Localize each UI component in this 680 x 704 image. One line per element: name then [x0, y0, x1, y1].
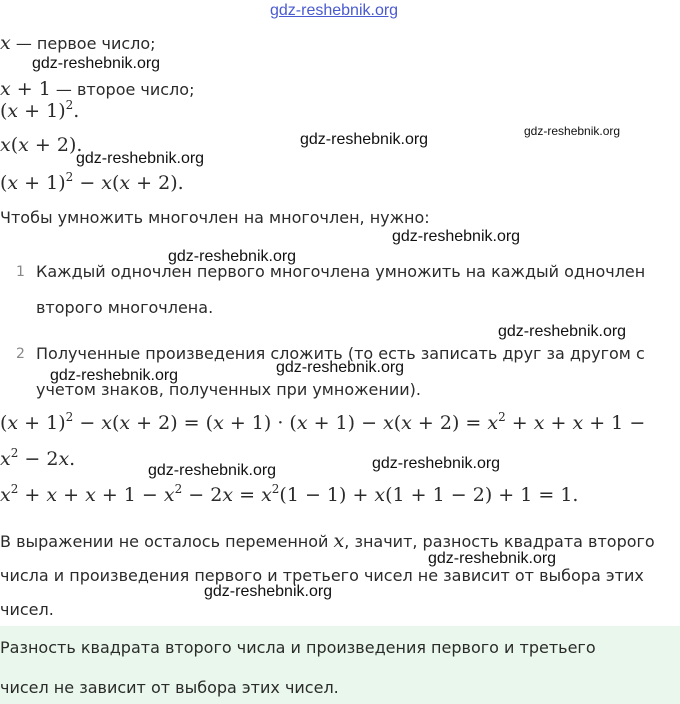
expansion-expression: $(x + 1)^2 - x(x + 2) = (x + 1) \cdot (x + 1) - x(x + 2) = x^2 + x + x + 1$ −	[0, 410, 646, 434]
watermark: gdz-reshebnik.org	[32, 55, 161, 72]
watermark: gdz-reshebnik.org	[76, 150, 205, 167]
conclusion-text: В выражении не осталось переменной	[0, 532, 329, 551]
intro-text: Чтобы умножить многочлен на многочлен, нужно:	[0, 208, 430, 227]
simplification-expression: $x^2 + x + x + 1 - x^2 - 2x = x^2(1 - 1) + x(1 + 1 - 2) + 1 = 1$.	[0, 482, 579, 506]
watermark: gdz-reshebnik.org	[372, 455, 501, 472]
watermark: gdz-reshebnik.org	[300, 131, 429, 148]
watermark: gdz-reshebnik.org	[50, 367, 179, 384]
conclusion-text: , значит, разность квадрата второго	[344, 532, 655, 551]
second-number-line: x + 1 — второе число;	[0, 78, 195, 100]
answer-text: чисел не зависит от выбора этих чисел.	[0, 678, 339, 697]
watermark: gdz-reshebnik.org	[428, 550, 557, 567]
conclusion-text: числа и произведения первого и третьего чисел не зависит от выбора этих	[0, 566, 644, 585]
second-number-text: — второе число;	[55, 80, 195, 99]
first-number-text: — первое число;	[15, 34, 156, 53]
step-text: второго многочлена.	[36, 298, 214, 317]
watermark: gdz-reshebnik.org	[498, 323, 627, 340]
conclusion-line: В выражении не осталось переменной x, значит, разность квадрата второго	[0, 530, 655, 552]
watermark: gdz-reshebnik.org	[524, 124, 621, 138]
step-text: Каждый одночлен первого многочлена умножить на каждый одночлен	[36, 262, 646, 281]
first-number-line: x — первое число;	[0, 32, 156, 54]
step-number: 1	[16, 264, 25, 280]
watermark: gdz-reshebnik.org	[276, 359, 405, 376]
conclusion-text: чисел.	[0, 600, 54, 619]
step-text: Полученные произведения сложить (то есть записать друг за другом с	[36, 344, 645, 363]
watermark: gdz-reshebnik.org	[168, 248, 297, 265]
watermark: gdz-reshebnik.org	[204, 583, 333, 600]
watermark: gdz-reshebnik.org	[148, 462, 277, 479]
step-number: 2	[16, 346, 25, 362]
expansion-expression-cont: $x^2 - 2x$.	[0, 446, 76, 470]
product-expression: x(x + 2).	[0, 134, 83, 156]
difference-expression: $(x + 1)^2 - x(x + 2)$.	[0, 170, 184, 194]
square-expression: $(x + 1)^2$.	[0, 98, 80, 122]
watermark: gdz-reshebnik.org	[392, 228, 521, 245]
watermark: gdz-reshebnik.org	[270, 2, 399, 19]
answer-text: Разность квадрата второго числа и произведения первого и третьего	[0, 638, 596, 657]
step-text: учетом знаков, полученных при умножении).	[36, 380, 421, 399]
